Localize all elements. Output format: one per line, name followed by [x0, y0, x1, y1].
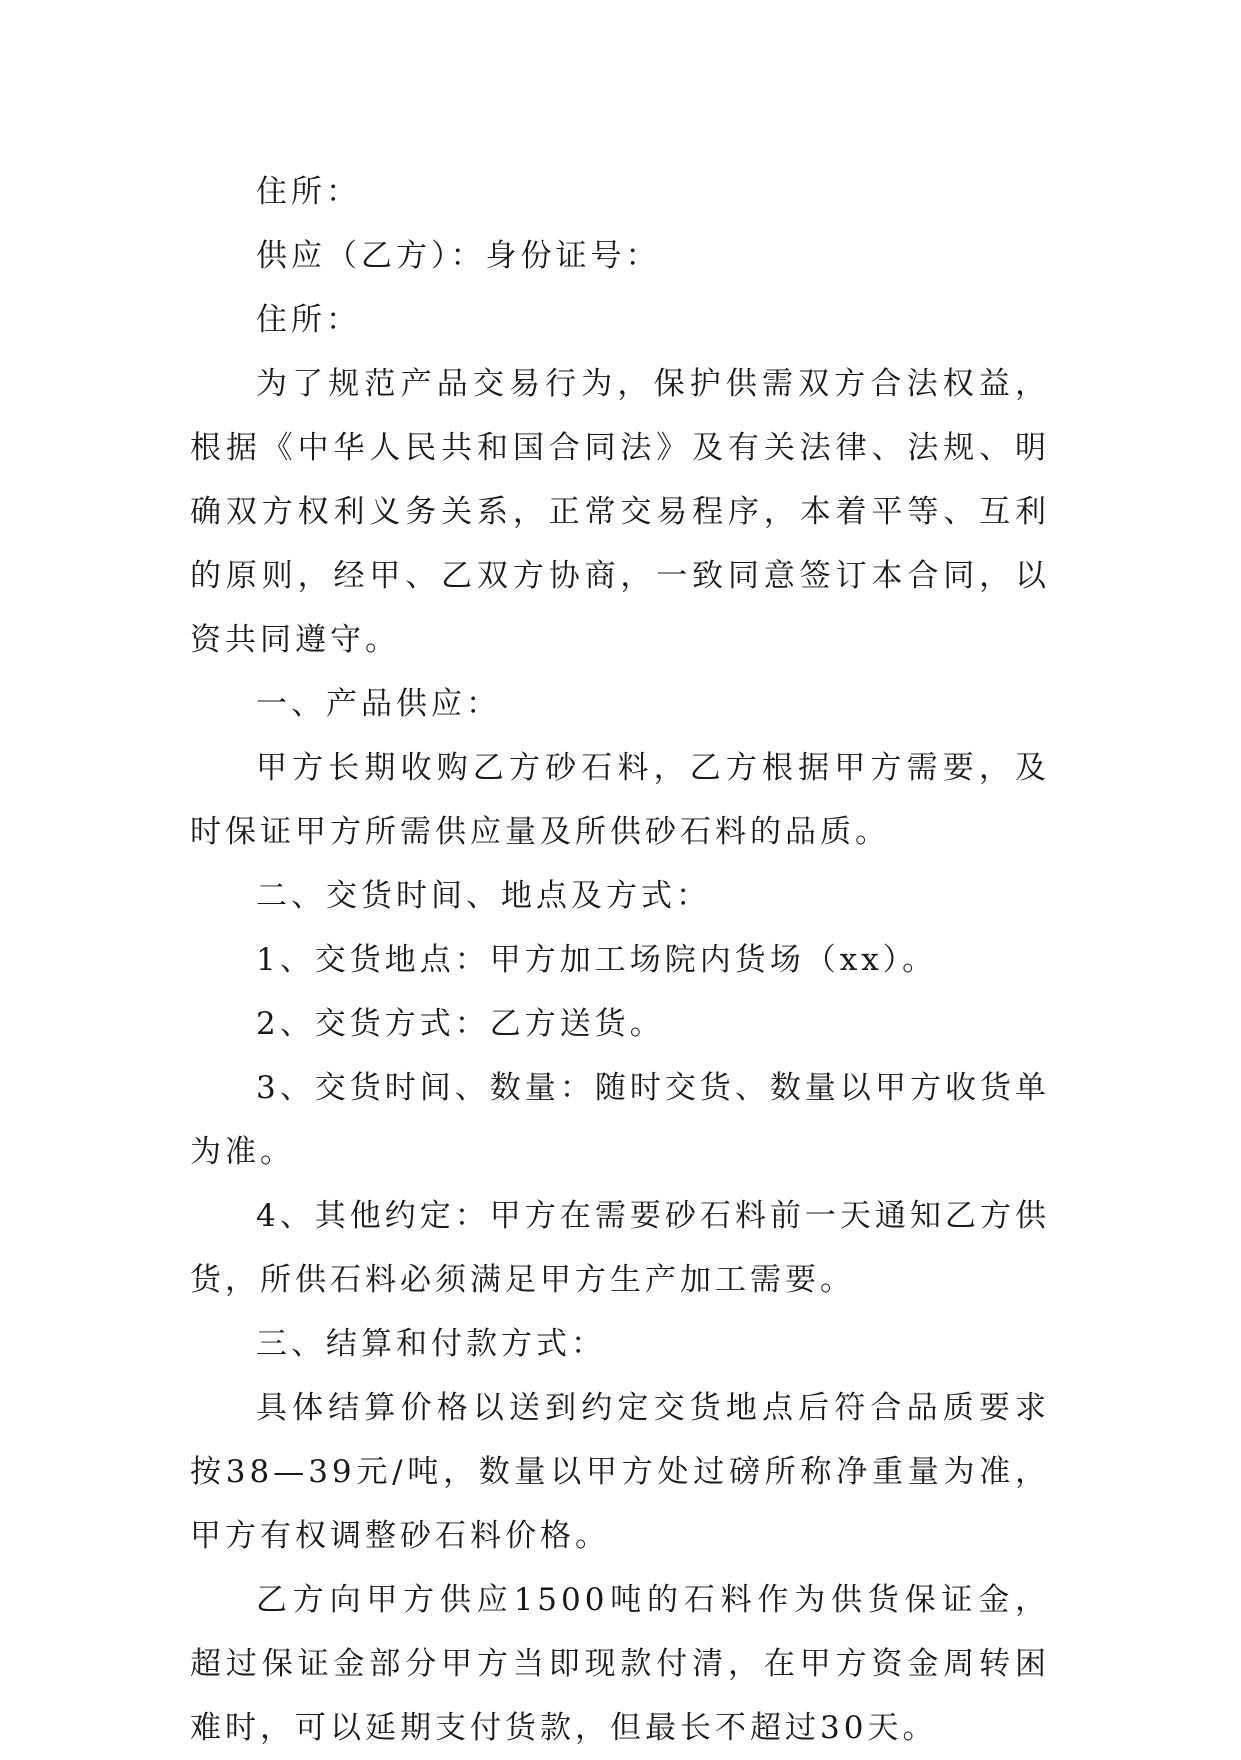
clause-delivery-time-quantity: 3、交货时间、数量：随时交货、数量以甲方收货单为准。	[190, 1070, 1050, 1170]
document-body	[190, 160, 1050, 1760]
paragraph-deposit-payment: 乙方向甲方供应1500吨的石料作为供货保证金，超过保证金部分甲方当即现款付清，在甲方资金周转困难时，可以延期支付货款，但最长不超过30天。	[190, 1582, 1050, 1746]
paragraph-product-supply: 甲方长期收购乙方砂石料，乙方根据甲方需要，及时保证甲方所需供应量及所供砂石料的品质。	[190, 750, 1050, 850]
section-heading-product-supply: 一、产品供应：	[256, 686, 501, 722]
paragraph-residence-2: 住所：	[256, 302, 361, 338]
clause-delivery-location: 1、交货地点：甲方加工场院内货场（xx）。	[256, 942, 938, 978]
clause-other-agreements: 4、其他约定：甲方在需要砂石料前一天通知乙方供货，所供石料必须满足甲方生产加工需要。	[190, 1198, 1050, 1298]
clause-delivery-method: 2、交货方式：乙方送货。	[256, 1006, 665, 1042]
paragraph-settlement-price: 具体结算价格以送到约定交货地点后符合品质要求按38—39元/吨，数量以甲方处过磅所称净重量为准，甲方有权调整砂石料价格。	[190, 1390, 1050, 1554]
section-heading-delivery: 二、交货时间、地点及方式：	[256, 878, 711, 914]
section-heading-settlement: 三、结算和付款方式：	[256, 1326, 606, 1362]
paragraph-supplier-party-b: 供应（乙方）：身份证号：	[256, 238, 661, 274]
paragraph-residence-1: 住所：	[256, 174, 361, 210]
paragraph-preamble: 为了规范产品交易行为，保护供需双方合法权益，根据《中华人民共和国合同法》及有关法律、法规、明确双方权利义务关系，正常交易程序，本着平等、互利的原则，经甲、乙双方协商，一致同意签订本合同，以资共同遵守。	[190, 366, 1050, 658]
